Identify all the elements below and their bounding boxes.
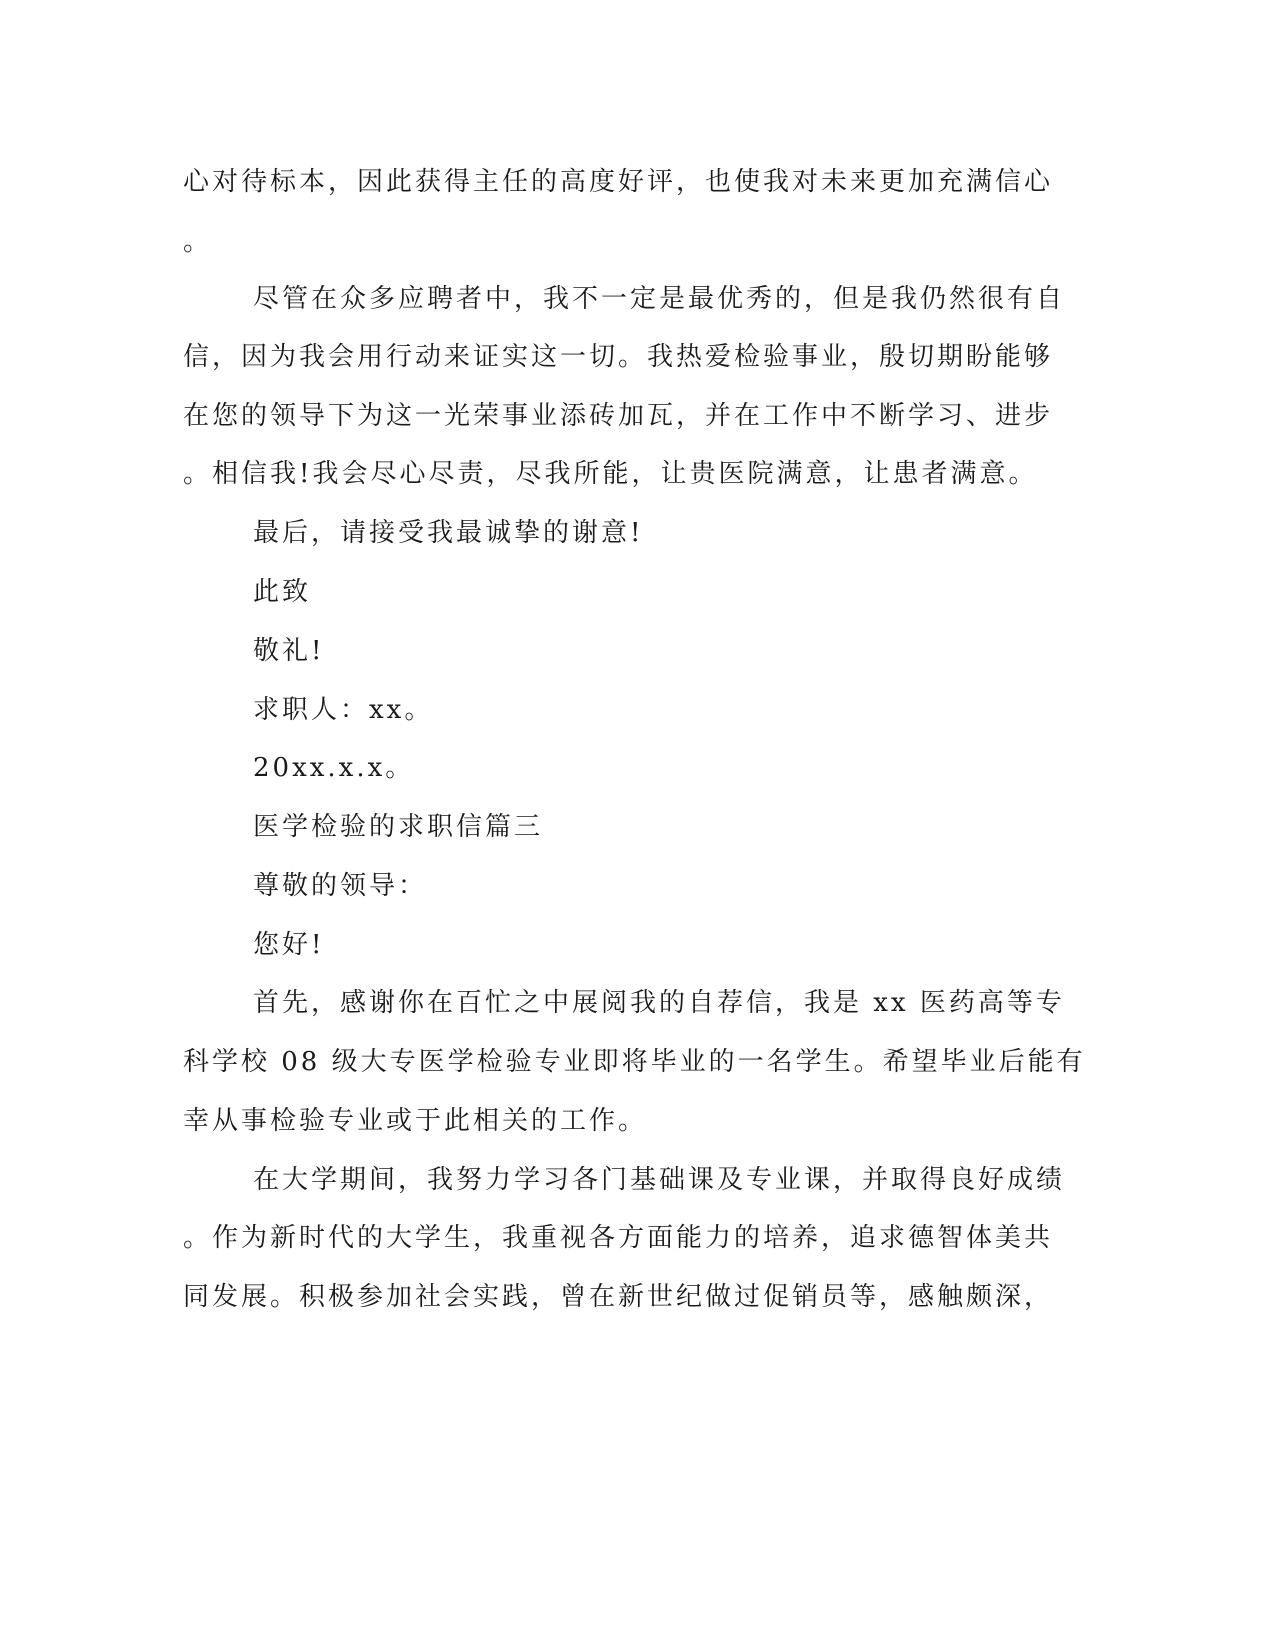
closing-salutation: 此致 [253, 577, 312, 607]
closing-thanks: 最后，请接受我最诚挚的谢意! [253, 518, 644, 548]
signature-line: 求职人：xx。 [253, 695, 434, 725]
body-text-line: 。作为新时代的大学生，我重视各方面能力的培养，追求德智体美共 [183, 1223, 1054, 1253]
greeting-line: 尊敬的领导： [253, 871, 428, 901]
body-text-line: 同发展。积极参加社会实践，曾在新世纪做过促销员等，感触颇深， [183, 1282, 1054, 1312]
greeting-line: 您好! [253, 930, 325, 960]
body-text-line: 幸从事检验专业或于此相关的工作。 [183, 1106, 648, 1136]
body-text-line: 在您的领导下为这一光荣事业添砖加瓦，并在工作中不断学习、进步 [183, 401, 1054, 431]
section-title: 医学检验的求职信篇三 [253, 812, 544, 842]
closing-salutation: 敬礼! [253, 636, 325, 666]
date-line: 20xx.x.x。 [253, 753, 415, 783]
body-text-line: 。相信我!我会尽心尽责，尽我所能，让贵医院满意，让患者满意。 [183, 459, 1038, 489]
body-text-line: 心对待标本，因此获得主任的高度好评，也使我对未来更加充满信心 [183, 167, 1054, 197]
body-text-line: 信，因为我会用行动来证实这一切。我热爱检验事业，殷切期盼能够 [183, 342, 1054, 372]
body-text-line: 。 [183, 227, 213, 257]
body-text-line: 在大学期间，我努力学习各门基础课及专业课，并取得良好成绩 [253, 1165, 1066, 1195]
body-text-line: 首先，感谢你在百忙之中展阅我的自荐信，我是 xx 医药高等专 [253, 988, 1065, 1018]
body-text-line: 科学校 08 级大专医学检验专业即将毕业的一名学生。希望毕业后能有 [183, 1047, 1086, 1077]
body-text-line: 尽管在众多应聘者中，我不一定是最优秀的，但是我仍然很有自 [253, 284, 1066, 314]
